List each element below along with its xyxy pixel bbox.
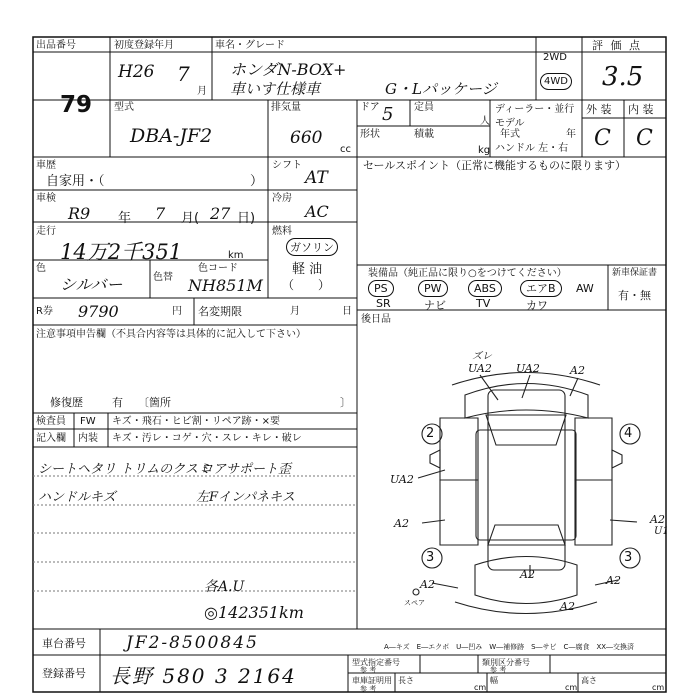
fuel-paren: （ ） xyxy=(282,278,331,292)
model-name-line2: 車いす仕様車 xyxy=(230,80,321,98)
equip-aw: AW xyxy=(576,282,594,295)
inspector-items: キズ・飛石・ヒビ割・リペア跡・×要 xyxy=(112,416,280,427)
repair-label: 修復歴 xyxy=(50,396,83,409)
displacement-value: 660 xyxy=(290,128,323,148)
load-unit: kg xyxy=(478,145,491,156)
repair-value: 有 xyxy=(112,396,123,409)
recorder-items: キズ・汚レ・コゲ・穴・スレ・キレ・破レ xyxy=(112,433,302,444)
model-year-label: モデル xyxy=(495,118,525,129)
note-line1a: シートヘタリ トリムのクスミ xyxy=(38,462,212,477)
year-unit: 年 xyxy=(566,129,576,140)
recorder-label: 記入欄 xyxy=(36,433,66,444)
note-line3: 各A.U xyxy=(204,579,245,595)
shift-value: AT xyxy=(305,168,328,188)
shift-label: シフト xyxy=(272,160,302,171)
mark-spare: スペア xyxy=(404,599,425,607)
mark-wheel-3-left: 3 xyxy=(426,550,435,565)
name-change-label: 名変期限 xyxy=(198,305,242,318)
inspection-day-unit: 日) xyxy=(237,211,256,226)
mileage-label: 走行 xyxy=(36,226,56,237)
handle-label: ハンドル 左・右 xyxy=(495,143,569,154)
name-change-month: 月 xyxy=(290,306,300,317)
fuel-gas: ガソリン xyxy=(286,238,338,256)
recycle-value: 9790 xyxy=(78,302,119,321)
year-label: 年式 xyxy=(500,129,520,140)
history-value: 自家用・（ xyxy=(46,174,105,189)
equip-tv: TV xyxy=(476,297,491,310)
mark-a2-left-rear: A2 xyxy=(394,517,409,530)
equip-leather: カワ xyxy=(526,299,548,312)
capacity-unit: 人 xyxy=(480,116,490,127)
equip-ps: PS xyxy=(368,280,394,297)
inspection-month-unit: 月( xyxy=(181,211,200,226)
ac-value: AC xyxy=(305,202,329,221)
rear-seat-label: 後日品 xyxy=(361,314,391,325)
type-ref1: 参 考 xyxy=(360,666,377,674)
type-label: 型式 xyxy=(114,102,134,113)
model-name-line1: ホンダN-BOX+ xyxy=(230,60,347,79)
type-value: DBA-JF2 xyxy=(130,125,213,147)
equip-airbag: エアB xyxy=(520,280,562,297)
mileage-value: 14万2千351 xyxy=(60,240,183,264)
width-label: 幅 xyxy=(490,676,498,685)
lot-label: 出品番号 xyxy=(36,40,76,51)
class-label: 類別区分番号 xyxy=(482,658,530,667)
equipment-label: 装備品（純正品に限り○をつけてください） xyxy=(368,268,567,279)
height-label: 高さ xyxy=(581,676,597,685)
chassis-label: 車台番号 xyxy=(42,637,86,650)
type-ref2: 参 考 xyxy=(490,666,507,674)
mark-a2-rear-right: A2 xyxy=(606,574,621,587)
cert-ref: 参 考 xyxy=(360,685,377,693)
note-line2a: ハンドルキズ xyxy=(38,490,116,505)
grade: G・Lパッケージ xyxy=(385,80,497,98)
exterior-label: 外 装 xyxy=(586,103,612,116)
mark-u1-right: U1 xyxy=(654,526,669,537)
length-label: 長さ xyxy=(398,676,414,685)
repair-bracket-close: 〕 xyxy=(340,396,351,409)
equip-sr: SR xyxy=(376,297,391,310)
dealer-label: ディーラー・並行 xyxy=(495,104,575,115)
inspection-year-unit: 年 xyxy=(118,211,132,226)
mark-ua2-left: UA2 xyxy=(390,473,414,486)
mark-wheel-2: 2 xyxy=(426,426,435,441)
equip-pw: PW xyxy=(418,280,448,297)
cm-height: cm xyxy=(652,683,665,692)
score: 3.5 xyxy=(602,62,644,92)
lot-number: 79 xyxy=(60,92,93,118)
mark-a2-rear-left: A2 xyxy=(420,578,435,591)
recycle-unit: 円 xyxy=(172,306,182,317)
note-line4: ◎142351km xyxy=(204,603,304,622)
note-line1b: ロアサポート歪 xyxy=(200,462,292,477)
load-label: 積載 xyxy=(414,129,434,140)
cert-label: 車庫証明用 xyxy=(352,676,392,685)
inspection-day: 27 xyxy=(210,204,231,223)
declaration-label: 注意事項申告欄（不具合内容等は具体的に記入して下さい） xyxy=(36,329,306,340)
mark-a2-right: A2 xyxy=(650,513,665,526)
capacity-label: 定員 xyxy=(414,102,434,113)
first-reg-month: 7 xyxy=(177,62,190,86)
damage-legend: A―キズ E―エクボ U―凹み W―補修跡 S―サビ C―腐食 XX―交換済 xyxy=(384,643,635,651)
cm-width: cm xyxy=(565,683,578,692)
mark-zure: ズレ xyxy=(472,351,492,362)
mark-a2-rear-center: A2 xyxy=(520,568,535,581)
mark-a2-bumper: A2 xyxy=(560,600,575,613)
new-warranty-value: 有・無 xyxy=(618,289,651,302)
fuel-label: 燃料 xyxy=(272,226,292,237)
mark-ua2-front-left: UA2 xyxy=(468,362,492,375)
displacement-unit: cc xyxy=(340,144,351,155)
color-swap-label: 色替 xyxy=(153,272,173,283)
first-reg-year: H26 xyxy=(118,62,155,82)
history-label: 車歴 xyxy=(36,160,56,171)
repair-bracket-open: 〔箇所 xyxy=(138,396,171,409)
name-change-day: 日 xyxy=(342,306,352,317)
inspection-month: 7 xyxy=(155,204,166,223)
mileage-unit: km xyxy=(228,250,244,261)
note-line2b: 左Fインパネキス xyxy=(196,490,295,505)
exterior-grade: C xyxy=(594,126,611,151)
mark-a2-front-right: A2 xyxy=(570,364,585,377)
sales-point-label: セールスポイント（正常に機能するものに限ります） xyxy=(363,159,627,172)
chassis-value: JF2-8500845 xyxy=(126,633,259,653)
color-code-value: NH851M xyxy=(188,276,263,295)
displacement-label: 排気量 xyxy=(271,102,301,113)
score-label: 評 価 点 xyxy=(592,39,642,52)
inspection-year: R9 xyxy=(68,204,91,223)
type-designation-label: 型式指定番号 xyxy=(352,658,400,667)
shape-label: 形状 xyxy=(360,129,380,140)
recorder-interior: 内装 xyxy=(78,433,98,444)
recycle-label: R券 xyxy=(36,306,53,317)
plate-label: 登録番号 xyxy=(42,667,86,680)
equip-abs: ABS xyxy=(468,280,502,297)
drive-4wd: 4WD xyxy=(540,73,572,90)
ac-label: 冷房 xyxy=(272,193,292,204)
fuel-diesel: 軽 油 xyxy=(292,262,323,277)
model-name-label: 車名・グレード xyxy=(215,40,285,51)
drive-2wd: 2WD xyxy=(543,52,567,63)
mark-wheel-4: 4 xyxy=(624,426,633,441)
interior-grade: C xyxy=(636,126,653,151)
inspector-label: 検査員 xyxy=(36,416,66,427)
mark-ua2-front-center: UA2 xyxy=(516,362,540,375)
cm-length: cm xyxy=(474,683,487,692)
inspector-fw: FW xyxy=(80,416,96,427)
plate-value: 長野 580 3 2164 xyxy=(110,664,297,688)
doors-value: 5 xyxy=(382,104,394,125)
inspection-label: 車検 xyxy=(36,193,56,204)
equip-navi: ナビ xyxy=(424,299,446,312)
interior-label: 内 装 xyxy=(628,103,654,116)
color-code-label: 色コード xyxy=(198,263,238,274)
mark-wheel-3-right: 3 xyxy=(624,550,633,565)
color-label: 色 xyxy=(36,263,46,274)
history-close: ） xyxy=(250,174,264,189)
color-value: シルバー xyxy=(60,275,123,294)
doors-label: ドア xyxy=(360,102,380,113)
first-reg-label: 初度登録年月 xyxy=(114,40,174,51)
month-unit: 月 xyxy=(197,86,207,97)
new-warranty-label: 新車保証書 xyxy=(612,268,658,278)
